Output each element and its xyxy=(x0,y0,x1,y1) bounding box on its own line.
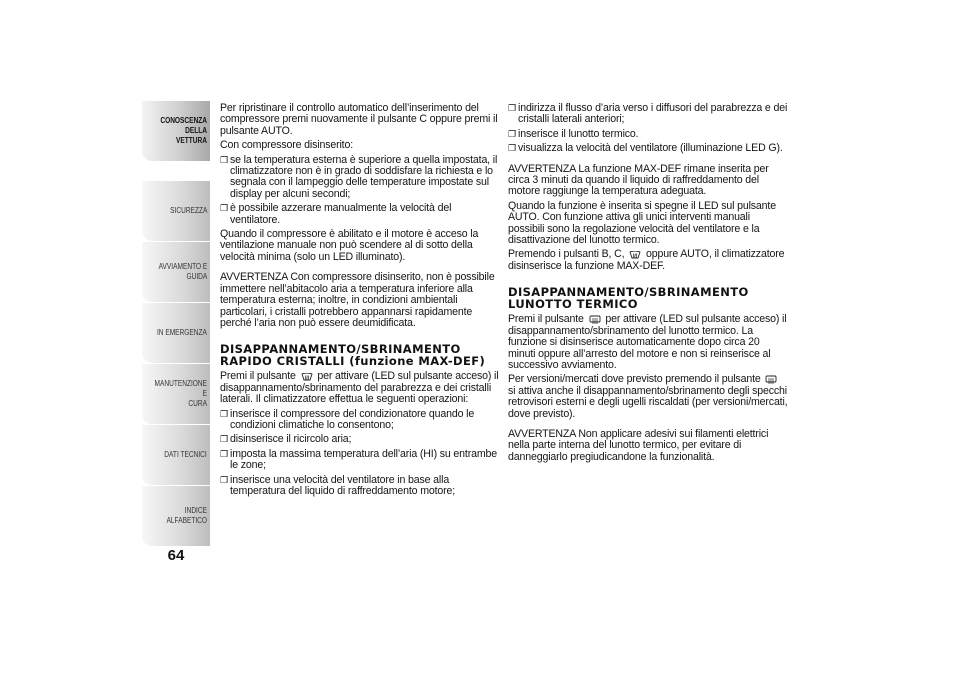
tab-label: CONOSCENZA DELLA VETTURA xyxy=(160,116,207,145)
paragraph-text: per attivare (LED sul pulsante acceso) il disappannamento/sbrinamento del lunotto termico. La funzione si disinserisce automaticamente dopo circa 20 minuti oppure all’arresto del motore e non si reinserisce al successivo avviamento. xyxy=(508,313,787,371)
paragraph-text: Premendo i pulsanti B, C, xyxy=(508,248,625,261)
list-item-text: è possibile azzerare manualmente la velocità del ventilatore. xyxy=(230,202,452,226)
paragraph-text: Premi il pulsante xyxy=(508,313,584,326)
tab-label: SICUREZZA xyxy=(169,206,207,215)
tab-avviamento-e-guida[interactable] xyxy=(142,242,210,302)
bullet-icon: ❒ xyxy=(508,103,516,113)
list-item xyxy=(220,434,500,445)
bullet-icon: ❒ xyxy=(220,434,228,445)
tab-label: AVVIAMENTO E GUIDA xyxy=(158,262,207,281)
list-item xyxy=(508,129,788,140)
paragraph-text: Premi il pulsante xyxy=(220,370,296,383)
right-column xyxy=(508,103,788,466)
list-item-text: inserisce una velocità del ventilatore in base alla temperatura del liquido di raffreddamento motore; xyxy=(230,473,456,497)
list-item xyxy=(220,409,500,432)
paragraph xyxy=(508,249,788,272)
paragraph: Per ripristinare il controllo automatico dell’inserimento del compressore premi nuovamente il pulsante C oppure premi il pulsante AUTO. xyxy=(220,102,498,137)
bullet-icon: ❒ xyxy=(220,474,228,485)
list-item-text: inserisce il lunotto termico. xyxy=(518,127,639,140)
tab-in-emergenza[interactable] xyxy=(142,303,210,363)
rear-window-defrost-icon xyxy=(765,375,777,384)
tab-label: IN EMERGENZA xyxy=(157,328,207,337)
section-heading: DISAPPANNAMENTO/SBRINAMENTO LUNOTTO TERMICO xyxy=(508,285,749,312)
list-item xyxy=(220,203,500,226)
bullet-icon: ❒ xyxy=(220,448,228,459)
tab-label: DATI TECNICI xyxy=(164,450,207,459)
paragraph-text: Per versioni/mercati dove previsto premendo il pulsante xyxy=(508,373,761,386)
list-item-text: indirizza il flusso d’aria verso i diffusori del parabrezza e dei cristalli laterali anteriori; xyxy=(518,102,788,126)
section-heading: DISAPPANNAMENTO/SBRINAMENTO RAPIDO CRISTALLI (funzione MAX-DEF) xyxy=(220,342,486,369)
left-column xyxy=(220,103,500,500)
paragraph-text: oppure AUTO, il climatizzatore disinserisce la funzione MAX-DEF. xyxy=(508,248,785,272)
list-item-text: disinserisce il ricircolo aria; xyxy=(230,433,352,446)
list-item xyxy=(220,475,500,498)
list-item-text: inserisce il compressore del condizionatore quando le condizioni climatiche lo consentono; xyxy=(230,407,475,431)
rear-window-defrost-icon xyxy=(589,315,601,324)
paragraph: Con compressore disinserito: xyxy=(220,139,353,152)
page-number: 64 xyxy=(167,547,185,564)
list-item-text: se la temperatura esterna è superiore a quella impostata, il climatizzatore non è in grado di soddisfare la richiesta e lo segnala con il lampeggio delle temperature impostate sul display per alcuni secondi; xyxy=(230,153,498,200)
tab-sicurezza[interactable] xyxy=(142,181,210,241)
paragraph: Quando la funzione è inserita si spegne il LED sul pulsante AUTO. Con funzione attiva gli unici interventi manuali possibili sono la regolazione velocità del ventilatore e la disattivazione del lunotto termico. xyxy=(508,199,776,247)
warning-paragraph: AVVERTENZA La funzione MAX-DEF rimane inserita per circa 3 minuti da quando il liquido di raffreddamento del motore raggiunge la temperatura adeguata. xyxy=(508,162,769,198)
paragraph: Quando il compressore è abilitato e il motore è acceso la ventilazione manuale non può scendere al di sotto della velocità minima (solo un LED illuminato). xyxy=(220,228,479,263)
list-item-text: imposta la massima temperatura dell’aria (HI) su entrambe le zone; xyxy=(230,447,497,472)
paragraph xyxy=(220,371,500,405)
bullet-icon: ❒ xyxy=(220,408,228,419)
warning-paragraph: AVVERTENZA Non applicare adesivi sui filamenti elettrici nella parte interna del lunotto termico, per evitare di danneggiarlo pregiudicandone la funzionalità. xyxy=(508,427,769,463)
tab-manutenzione-e-cura[interactable] xyxy=(142,364,210,424)
paragraph-text: si attiva anche il disappannamento/sbrinamento degli specchi retrovisori esterni e degli ugelli riscaldati (per versioni/mercati, dove previsto). xyxy=(508,384,788,420)
tab-dati-tecnici[interactable] xyxy=(142,425,210,485)
windshield-defrost-icon xyxy=(301,373,313,381)
tab-label: INDICE ALFABETICO xyxy=(166,506,207,525)
tab-indice-alfabetico[interactable] xyxy=(142,486,210,546)
bullet-icon: ❒ xyxy=(508,143,516,154)
tab-conoscenza-della-vettura[interactable] xyxy=(142,101,210,161)
paragraph xyxy=(508,374,788,420)
bullet-icon: ❒ xyxy=(508,128,516,139)
list-item xyxy=(220,155,500,201)
paragraph xyxy=(508,314,788,371)
list-item xyxy=(508,143,788,154)
list-item xyxy=(220,449,500,472)
tab-label: MANUTENZIONE E CURA xyxy=(154,379,207,408)
bullet-icon: ❒ xyxy=(220,203,228,214)
bullet-icon: ❒ xyxy=(220,154,228,165)
paragraph-text: per attivare (LED sul pulsante acceso) il disappannamento/sbrinamento del parabrezza e dei cristalli laterali. Il climatizzatore effettua le seguenti operazioni: xyxy=(220,370,499,406)
list-item xyxy=(508,103,788,126)
list-item-text: visualizza la velocità del ventilatore (illuminazione LED G). xyxy=(518,142,783,155)
windshield-defrost-icon xyxy=(629,251,641,259)
warning-paragraph: AVVERTENZA Con compressore disinserito, non è possibile immettere nell’abitacolo aria a temperatura inferiore alla temperatura esterna; inoltre, in condizioni ambientali particolari, i cristalli potrebbero appannarsi rapidamente perché l’aria non può essere deumidificata. xyxy=(220,271,495,329)
